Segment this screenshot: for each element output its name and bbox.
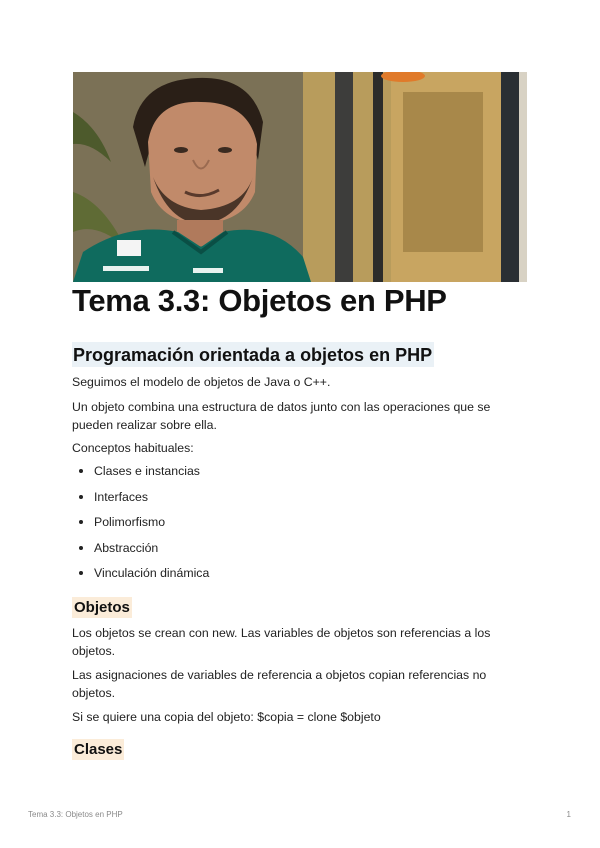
list-item: Interfaces — [72, 488, 209, 514]
concepts-list — [72, 462, 209, 590]
page-title: Tema 3.3: Objetos en PHP — [72, 283, 447, 318]
list-item: Vinculación dinámica — [72, 564, 209, 590]
paragraph: Si se quiere una copia del objeto: $copia = clone $objeto — [72, 710, 381, 724]
paragraph: Conceptos habituales: — [72, 441, 194, 455]
footer-page-number: 1 — [566, 810, 571, 819]
footer-doc-title: Tema 3.3: Objetos en PHP — [28, 810, 123, 819]
paragraph: Seguimos el modelo de objetos de Java o C++. — [72, 375, 331, 389]
portrait-illustration — [73, 72, 527, 282]
paragraph: Un objeto combina una estructura de datos junto con las operaciones que se pueden realizar sobre ella. — [72, 400, 491, 432]
list-item: Polimorfismo — [72, 513, 209, 539]
list-item: Clases e instancias — [72, 462, 209, 488]
header-photo — [73, 72, 527, 282]
section-heading-clases: Clases — [74, 741, 123, 758]
list-item: Abstracción — [72, 539, 209, 565]
section-heading-objetos: Objetos — [74, 599, 130, 616]
section-heading-poo: Programación orientada a objetos en PHP — [72, 342, 434, 367]
paragraph: Los objetos se crean con new. Las variables de objetos son referencias a los objetos. — [72, 626, 491, 658]
paragraph: Las asignaciones de variables de referencia a objetos copian referencias no objetos. — [72, 668, 487, 700]
